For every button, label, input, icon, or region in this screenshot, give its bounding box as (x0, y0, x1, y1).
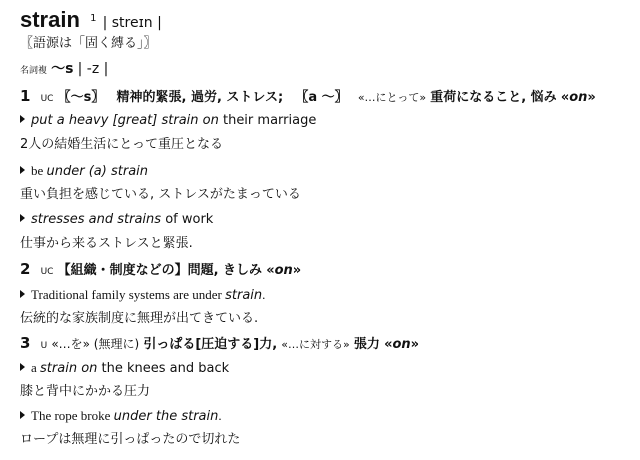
sense-3-definition (20, 334, 419, 355)
headword: strain (20, 7, 80, 32)
definition-a: 精神的緊張, 過労, ストレス; (116, 90, 284, 105)
example-en: stresses and strains of work (20, 211, 213, 229)
definition-b: 重荷になること, 悩み (430, 90, 557, 105)
triangle-bullet-icon (20, 411, 25, 419)
definition-a: 引っぱる[圧迫する]力, (143, 337, 278, 352)
sense-number: 2 (20, 260, 31, 278)
pattern: 〖〜s〗 (57, 90, 105, 105)
pattern-b: 〖a 〜〗 (295, 90, 348, 105)
example-en: The rope broke under the strain. (20, 407, 222, 426)
grammar-label: U (40, 341, 48, 351)
plural-line (20, 60, 108, 80)
headword-line (20, 6, 162, 37)
plural-form: 〜s (51, 61, 74, 77)
prep-note: «…にとって» (357, 91, 427, 104)
definition-b: 張力 (353, 337, 380, 352)
example-en: a strain on the knees and back (20, 359, 229, 378)
example-ja: 膝と背中にかかる圧力 (20, 384, 151, 399)
definition: 【組織・制度などの】問題, きしみ (57, 263, 263, 278)
pronunciation: | streɪn | (102, 15, 162, 31)
example-ja: 伝統的な家族制度に無理が出てきている. (20, 311, 259, 326)
grammar-label: UC (40, 94, 54, 104)
sense-number: 1 (20, 87, 31, 105)
triangle-bullet-icon (20, 363, 25, 371)
object-marker: «on» (266, 263, 302, 278)
triangle-bullet-icon (20, 166, 25, 174)
sense-number: 3 (20, 334, 31, 352)
etymology: 〖語源は「固く縛る」〗 (20, 36, 157, 51)
example-ja: 仕事から来るストレスと緊張. (20, 236, 193, 251)
example-ja: 2人の結婚生活にとって重圧となる (20, 137, 224, 152)
object-marker: «on» (384, 337, 420, 352)
object-marker: «on» (560, 90, 596, 105)
homograph-number: 1 (90, 13, 97, 24)
example-en: be under (a) strain (20, 162, 148, 181)
plural-pronunciation: | -z | (77, 61, 109, 77)
triangle-bullet-icon (20, 115, 25, 123)
example-en: put a heavy [great] strain on their marriage (20, 112, 316, 130)
noun-label: 名詞複 (20, 66, 48, 76)
object-note: «…を» (無理に) (51, 337, 140, 351)
sense-1-definition (20, 87, 596, 108)
example-ja: ロープは無理に引っぱったので切れた (20, 432, 241, 447)
grammar-label: UC (40, 267, 54, 277)
object-note-2: «…に対する» (281, 338, 350, 351)
triangle-bullet-icon (20, 214, 25, 222)
sense-2-definition (20, 260, 301, 281)
example-en: Traditional family systems are under strain. (20, 286, 265, 305)
triangle-bullet-icon (20, 290, 25, 298)
example-ja: 重い負担を感じている, ストレスがたまっている (20, 187, 301, 202)
